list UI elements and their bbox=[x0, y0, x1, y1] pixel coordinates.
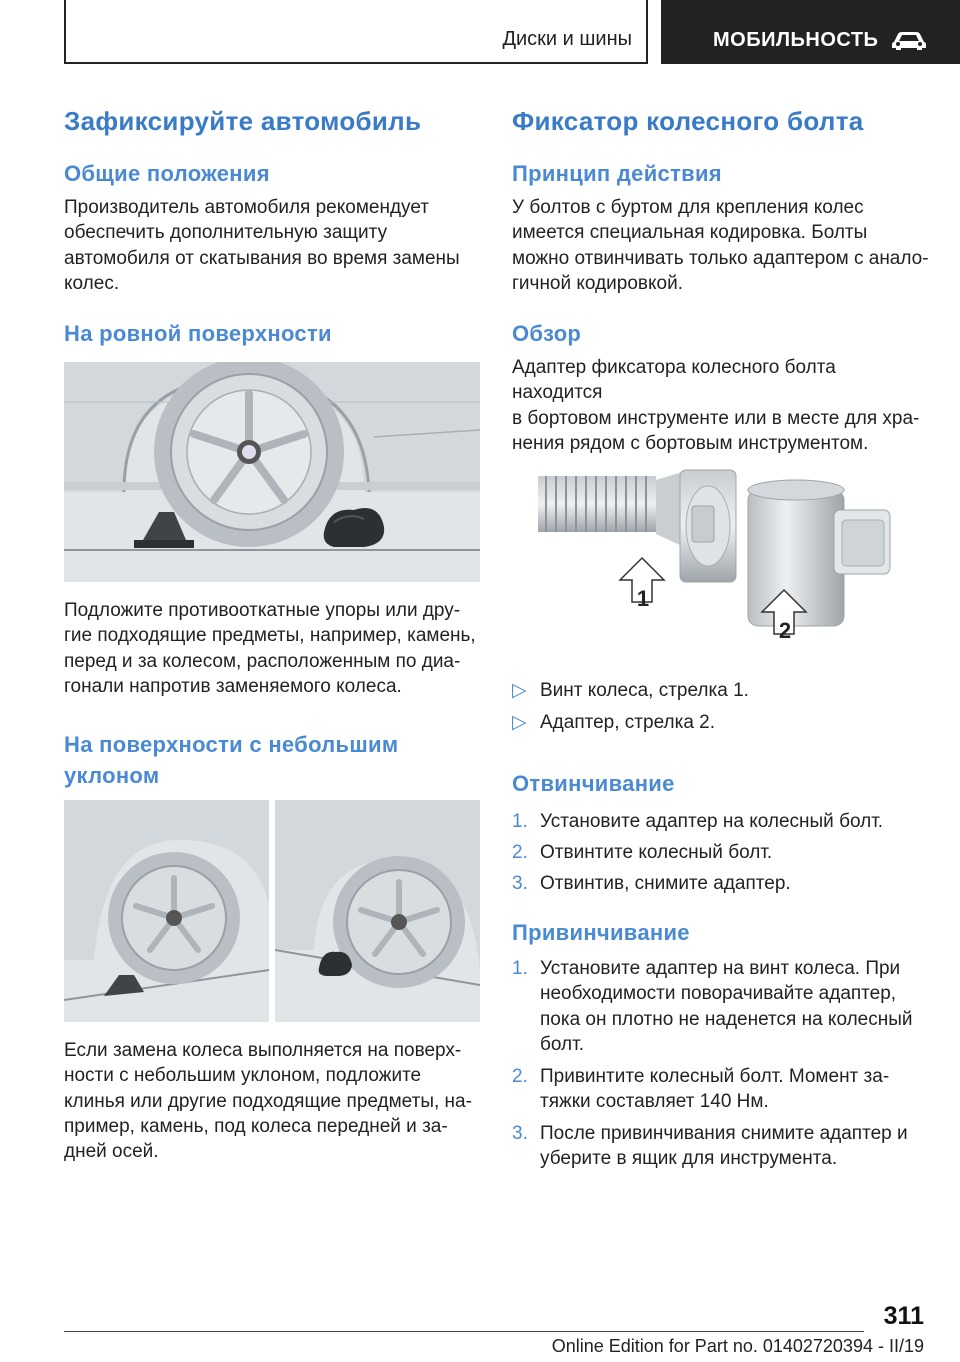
arrow-label-1: 1 bbox=[636, 586, 650, 611]
bullet-marker: ▷ bbox=[512, 680, 527, 701]
heading-overview: Обзор bbox=[512, 321, 582, 346]
heading-flat-surface: На ровной поверхности bbox=[64, 321, 332, 346]
principle-line: имеется специальная кодировка. Болты bbox=[512, 222, 868, 244]
step-line: Установите адаптер на винт колеса. При bbox=[540, 958, 901, 979]
heading-slope-surface bbox=[64, 729, 398, 791]
step-line: необходимости поворачивайте адаптер, bbox=[540, 983, 897, 1005]
step-line: тяжки составляет 140 Нм. bbox=[540, 1091, 769, 1113]
step-number: 2. bbox=[512, 842, 528, 863]
general-line: Производитель автомобиля рекомендует bbox=[64, 197, 429, 218]
slope-caption-line: клинья или другие подходящие предметы, на- bbox=[64, 1090, 472, 1112]
general-line: колес. bbox=[64, 272, 120, 294]
header-section-box bbox=[64, 0, 648, 64]
principle-line: можно отвинчивать только адаптером с анало- bbox=[512, 247, 929, 269]
general-text bbox=[64, 195, 460, 296]
flat-caption-line: гонали напротив заменяемого колеса. bbox=[64, 675, 402, 697]
section-title-secure-vehicle: Зафиксируйте автомобиль bbox=[64, 106, 422, 136]
flat-caption bbox=[64, 598, 476, 699]
header-section-title: Диски и шины bbox=[502, 28, 632, 50]
slope-heading-line: уклоном bbox=[64, 763, 160, 788]
step-text: Отвинтив, снимите адаптер. bbox=[540, 873, 791, 894]
flat-caption-line: перед и за колесом, расположенным по диа- bbox=[64, 650, 461, 672]
heading-general: Общие положения bbox=[64, 161, 270, 186]
step-number: 1. bbox=[512, 811, 528, 832]
overview-line: в бортовом инструменте или в месте для хра- bbox=[512, 407, 920, 429]
bullet-text: Винт колеса, стрелка 1. bbox=[540, 680, 749, 701]
principle-line: гичной кодировкой. bbox=[512, 272, 683, 294]
figure-slope-surface bbox=[64, 800, 480, 1022]
slope-caption bbox=[64, 1038, 472, 1164]
bullet-marker: ▷ bbox=[512, 712, 527, 733]
figure-wheel-lock bbox=[512, 450, 930, 672]
header-chapter-box bbox=[661, 0, 960, 64]
step-text: Отвинтите колесный болт. bbox=[540, 842, 773, 863]
flat-caption-line: гие подходящие предметы, например, камень, bbox=[64, 625, 476, 647]
step-number: 1. bbox=[512, 958, 528, 979]
overview-line: нения рядом с бортовым инструментом. bbox=[512, 432, 869, 454]
step-number: 2. bbox=[512, 1066, 528, 1087]
wheel-lock-illustration bbox=[512, 450, 930, 672]
step-text bbox=[540, 956, 930, 1057]
general-line: обеспечить дополнительную защиту bbox=[64, 222, 388, 244]
slope-caption-line: ности с небольшим уклоном, подложите bbox=[64, 1065, 422, 1087]
step-number: 3. bbox=[512, 1123, 528, 1144]
principle-text bbox=[512, 195, 929, 296]
slope-heading-line: На поверхности с небольшим bbox=[64, 732, 399, 757]
step-line: уберите в ящик для инструмента. bbox=[540, 1148, 838, 1170]
step-text bbox=[540, 1121, 930, 1172]
step-number: 3. bbox=[512, 873, 528, 894]
step-text: Установите адаптер на колесный болт. bbox=[540, 811, 884, 832]
general-line: автомобиля от скатывания во время замены bbox=[64, 247, 460, 269]
step-line: пока он плотно не наденется на колесный bbox=[540, 1008, 913, 1030]
page-number: 311 bbox=[883, 1302, 924, 1330]
section-title-wheel-lock: Фиксатор колесного болта bbox=[512, 106, 864, 136]
footer-divider bbox=[64, 1331, 864, 1332]
step-line: Привинтите колесный болт. Момент за- bbox=[540, 1066, 890, 1087]
arrow-label-2: 2 bbox=[778, 618, 792, 643]
step-line: болт. bbox=[540, 1033, 584, 1055]
slope-caption-line: Если замена колеса выполняется на поверх- bbox=[64, 1040, 462, 1061]
step-text bbox=[540, 1064, 930, 1115]
heading-unscrew: Отвинчивание bbox=[512, 771, 675, 796]
slope-caption-line: пример, камень, под колеса передней и за- bbox=[64, 1115, 448, 1137]
slope-surface-illustration bbox=[64, 800, 480, 1022]
flat-caption-line: Подложите противооткатные упоры или дру- bbox=[64, 600, 461, 621]
slope-caption-line: дней осей. bbox=[64, 1141, 159, 1163]
heading-screw: Привинчивание bbox=[512, 920, 690, 945]
step-line: После привинчивания снимите адаптер и bbox=[540, 1123, 908, 1144]
overview-text bbox=[512, 355, 930, 456]
overview-line: Адаптер фиксатора колесного болта находится bbox=[512, 357, 836, 404]
heading-principle: Принцип действия bbox=[512, 161, 722, 186]
footer-edition: Online Edition for Part no. 01402720394 - II/19 bbox=[551, 1336, 924, 1356]
figure-flat-surface bbox=[64, 362, 480, 582]
flat-surface-illustration bbox=[64, 362, 480, 582]
header-chapter-title: МОБИЛЬНОСТЬ bbox=[713, 29, 879, 51]
car-icon bbox=[890, 28, 928, 52]
bullet-text: Адаптер, стрелка 2. bbox=[540, 712, 716, 733]
principle-line: У болтов с буртом для крепления колес bbox=[512, 197, 864, 218]
